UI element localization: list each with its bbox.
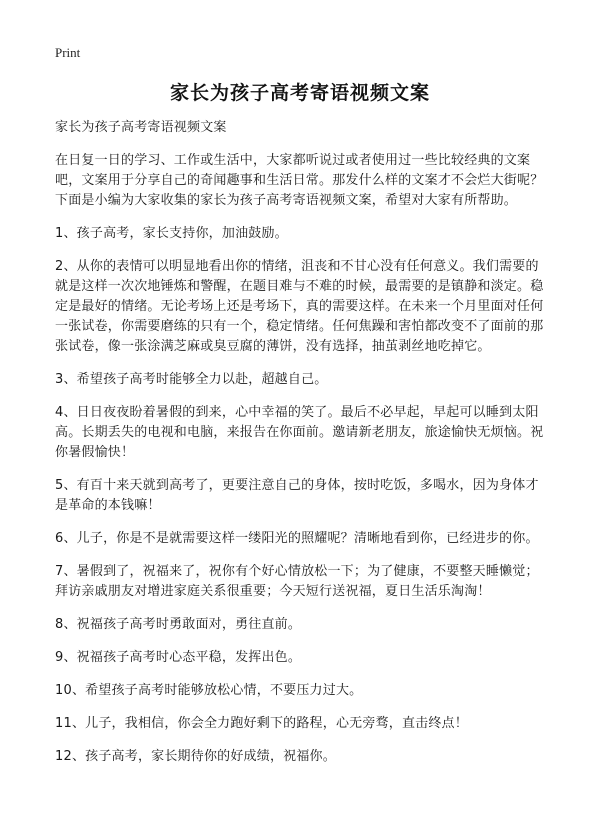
- list-item: 2、从你的表情可以明显地看出你的情绪，沮丧和不甘心没有任何意义。我们需要的就是这样一次次地锤炼和警醒，在题目难与不难的时候，最需要的是镇静和淡定。稳定是最好的情绪。无论考场上还是考场下，真的需要这样。在未来一个月里面对任何一张试卷，你需要磨练的只有一个，稳定情绪。任何焦躁和害怕都改变不了面前的那张试卷，像一张涂满芝麻或臭豆腐的薄饼，没有选择，抽茧剥丝地吃掉它。: [55, 259, 544, 354]
- list-item: 8、祝福孩子高考时勇敢面对，勇往直前。: [55, 617, 302, 632]
- document-subtitle: 家长为孩子高考寄语视频文案: [55, 120, 227, 135]
- print-label[interactable]: Print: [55, 45, 81, 60]
- list-item: 12、孩子高考，家长期待你的好成绩，祝福你。: [55, 749, 336, 764]
- list-item: 9、祝福孩子高考时心态平稳，发挥出色。: [55, 650, 302, 665]
- list-item: 10、希望孩子高考时能够放松心情，不要压力过大。: [55, 683, 363, 698]
- page-title: 家长为孩子高考寄语视频文案: [169, 82, 430, 104]
- list-item: 4、日日夜夜盼着暑假的到来，心中幸福的笑了。最后不必早起，早起可以睡到太阳高。长期丢失的电视和电脑，来报告在你面前。邀请新老朋友，旅途愉快无烦恼。祝你暑假愉快！: [55, 405, 544, 460]
- intro-paragraph: 在日复一日的学习、工作或生活中，大家都听说过或者使用过一些比较经典的文案吧，文案用于分享自己的奇闻趣事和生活日常。那发什么样的文案才不会烂大街呢？下面是小编为大家收集的家长为孩子高考寄语视频文案，希望对大家有所帮助。: [55, 153, 544, 208]
- list-item: 6、儿子，你是不是就需要这样一缕阳光的照耀呢？清晰地看到你，已经进步的你。: [55, 531, 539, 546]
- list-item: 7、暑假到了，祝福来了，祝你有个好心情放松一下；为了健康，不要整天睡懒觉；拜访亲戚朋友对增进家庭关系很重要；今天短行送祝福，夏日生活乐淘淘！: [55, 564, 539, 599]
- list-item: 11、儿子，我相信，你会全力跑好剩下的路程，心无旁骛，直击终点！: [55, 716, 468, 731]
- list-item: 5、有百十来天就到高考了，更要注意自己的身体，按时吃饭，多喝水，因为身体才是革命的本钱嘛！: [55, 478, 539, 513]
- list-item: 1、孩子高考，家长支持你，加油鼓励。: [55, 226, 288, 241]
- list-item: 3、希望孩子高考时能够全力以赴，超越自己。: [55, 372, 328, 387]
- document-body: [55, 118, 551, 780]
